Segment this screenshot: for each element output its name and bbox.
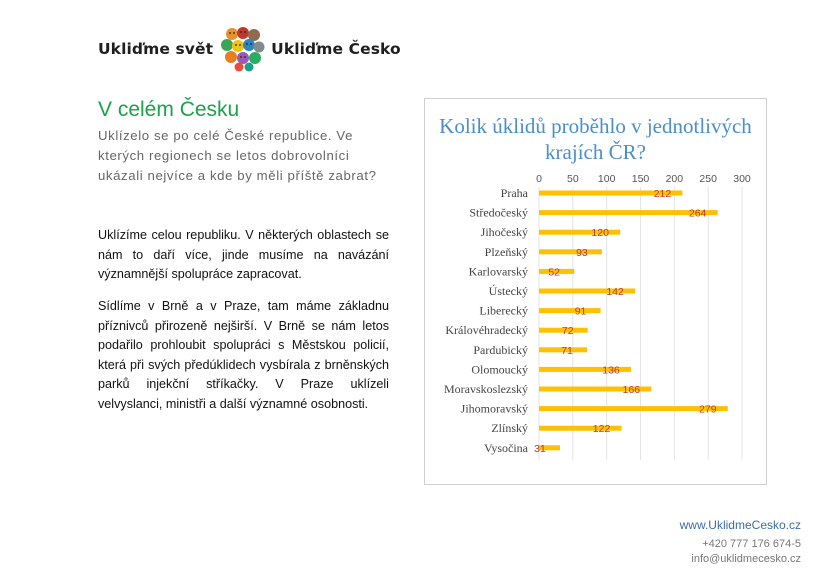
data-label: 279 (699, 403, 717, 416)
logo-text-right: Ukliďme Česko (271, 40, 401, 58)
category-label: Královéhradecký (445, 323, 528, 338)
data-label: 166 (622, 384, 641, 396)
category-label: Pardubický (473, 342, 528, 357)
data-label: 52 (548, 266, 561, 279)
x-tick-label: 150 (631, 173, 650, 185)
paragraph-1: Uklízíme celou republiku. V některých oblastech se nám to daří více, jinde musíme na navázání významnější spolupráce zapracovat. (98, 228, 389, 281)
page-heading: V celém Česku (98, 98, 240, 121)
data-label: 142 (606, 286, 624, 298)
footer-email-link[interactable]: info@uklidmecesko.cz (691, 553, 801, 565)
data-label: 212 (653, 188, 672, 200)
x-tick-label: 300 (733, 173, 751, 185)
smiley-faces-logo-icon (219, 26, 265, 72)
category-label: Vysočina (484, 440, 528, 455)
category-label: Moravskoslezský (444, 382, 528, 396)
data-label: 93 (576, 246, 588, 259)
page-subheading: Uklízelo se po celé České republice. Ve kterých regionech se letos dobrovolníci ukázali nejvíce a kde by měli příště zabrat? (98, 128, 377, 183)
x-tick-label: 0 (536, 173, 542, 185)
x-tick-label: 100 (597, 173, 616, 185)
chart-canvas (425, 99, 766, 484)
bar (539, 308, 601, 313)
chart-title: Kolik úklidů proběhlo v jednotlivých krajích ČR? (439, 114, 752, 164)
logo (98, 26, 401, 72)
paragraph-2: Sídlíme v Brně a v Praze, tam máme základnu příznivců přirozeně nejširší. V Brně se nám letos podařilo prohloubit spolupráci s Městskou policií, která při svých předúklidech vysbírala z brněnských parků injekční stříkačky. V Praze uklízeli velvyslanci, ministři a další významné osobnosti. (98, 299, 389, 411)
category-label: Olomoucký (471, 362, 528, 377)
data-label: 122 (592, 423, 611, 436)
category-label: Jihomoravský (460, 401, 528, 416)
data-label: 91 (574, 305, 587, 318)
category-label: Plzeňský (484, 244, 528, 259)
category-label: Ústecký (488, 284, 528, 298)
data-label: 31 (534, 442, 546, 455)
footer-phone: +420 777 176 674-5 (702, 538, 801, 550)
bar-chart (424, 98, 767, 485)
category-label: Středočeský (469, 205, 528, 220)
category-label: Zlínský (491, 421, 528, 436)
x-tick-label: 250 (699, 173, 717, 185)
footer-website-link[interactable]: www.UklidmeCesko.cz (679, 518, 801, 532)
data-label: 72 (561, 325, 574, 338)
data-label: 120 (591, 227, 609, 240)
data-label: 264 (688, 207, 707, 220)
data-label: 136 (602, 364, 620, 377)
category-label: Jihočeský (480, 225, 528, 240)
data-label: 71 (561, 344, 573, 357)
x-tick-label: 50 (566, 173, 579, 185)
x-tick-label: 200 (665, 173, 684, 185)
bar (539, 249, 602, 254)
logo-text-left: Ukliďme svět (98, 40, 214, 58)
category-label: Liberecký (479, 303, 528, 318)
category-label: Karlovarský (468, 264, 528, 279)
category-label: Praha (500, 186, 528, 200)
